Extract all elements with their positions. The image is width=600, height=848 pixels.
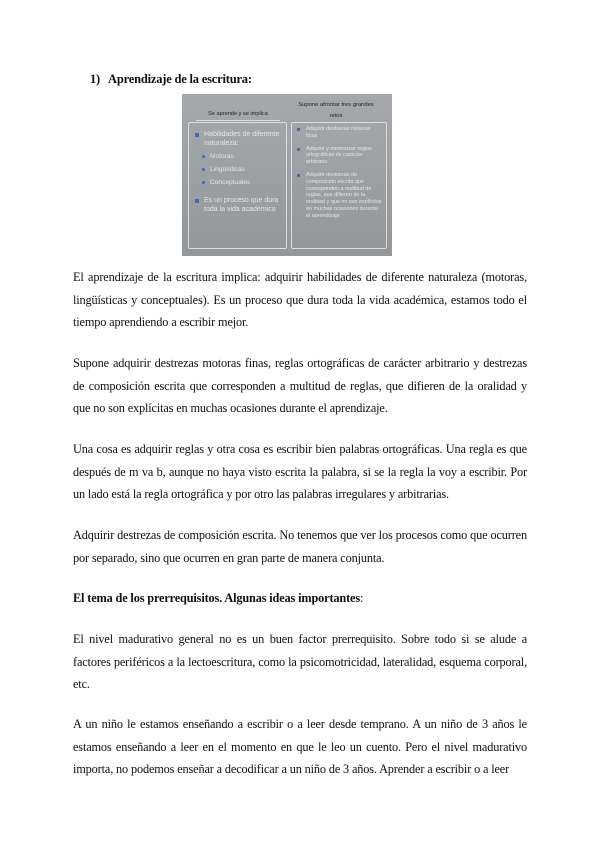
slide-left-subitem — [195, 165, 282, 174]
slide-right-header: Supone afrontar tres grandes retos — [298, 102, 374, 119]
slide-right-item — [297, 126, 383, 140]
square-bullet-icon — [195, 199, 199, 203]
dot-bullet-icon — [202, 155, 205, 158]
square-bullet-icon — [297, 148, 300, 151]
prerequisites-heading-text: El tema de los prerrequisitos. Algunas ideas importantes — [73, 591, 360, 605]
slide-right-item — [297, 146, 383, 166]
paragraph-2: Supone adquirir destrezas motoras finas, reglas ortográficas de carácter arbitrario y destrezas de composición escrita que corresponden a multitud de reglas, que difieren de la oralidad y que no son explícitas en muchas ocasiones durante el aprendizaje. — [73, 356, 527, 415]
slide-left-header: Se aprende y se implica — [194, 111, 282, 117]
slide-figure — [182, 94, 392, 256]
square-bullet-icon — [297, 174, 300, 177]
slide-left-subitem-text: Conceptuales — [210, 179, 251, 186]
slide-left-subitem-text: Motoras — [210, 153, 234, 160]
dot-bullet-icon — [202, 181, 205, 184]
slide-left-item — [195, 196, 282, 214]
dot-bullet-icon — [202, 168, 205, 171]
section-heading — [90, 72, 252, 87]
slide-right-box — [291, 122, 387, 249]
paragraph-5: El nivel madurativo general no es un buen factor prerrequisito. Sobre todo si se alude a factores periféricos a la lectoescritura, como la psicomotricidad, lateralidad, esquema corporal, etc. — [73, 632, 527, 691]
square-bullet-icon — [297, 128, 300, 131]
section-number: 1) — [90, 72, 101, 86]
paragraph-3: Una cosa es adquirir reglas y otra cosa es escribir bien palabras ortográficas. Una regla es que después de m va b, aunque no haya visto escrita la palabra, si se la regla la voy a escribir. Por un lado está la regla ortográfica y por otro las palabras irregulares y arbitrarias. — [73, 442, 527, 501]
slide-right-item-text: Adquirir destrezas de composición escrita que corresponden a multitud de reglas, que difieren de la oralidad y que no son explícitas en muchas ocasiones durante el aprendizaje — [306, 171, 382, 219]
slide-left-box — [188, 122, 287, 249]
square-bullet-icon — [195, 133, 199, 137]
section-title: Aprendizaje de la escritura: — [108, 72, 252, 86]
prerequisites-heading — [73, 587, 527, 610]
paragraph-4: Adquirir destrezas de composición escrita. No tenemos que ver los procesos como que ocurren por separado, sino que ocurren en gran parte de manera conjunta. — [73, 528, 527, 565]
slide-left-subitem — [195, 178, 282, 187]
paragraph-6: A un niño le estamos enseñando a escribir o a leer desde temprano. A un niño de 3 años le estamos enseñando a leer en el momento en que le leo un cuento. Pero el nivel madurativo importa, no podemos enseñar a decodificar a un niño de 3 años. Aprender a escribir o a leer — [73, 717, 527, 776]
slide-left-subitem — [195, 152, 282, 161]
prerequisites-heading-colon: : — [359, 591, 364, 605]
slide-left-subitem-text: Lingüísticas — [210, 166, 245, 173]
slide-right-item-text: Adquirir y memorizar reglas ortográficas de carácter arbitrario — [306, 145, 372, 166]
slide-right-item-text: Adquirir destrezas motoras finas — [306, 126, 371, 139]
slide-left-item-text: Es un proceso que dura toda la vida académica — [204, 197, 279, 213]
slide-left-item — [195, 130, 282, 148]
slide-left-item-text: Habilidades de diferente naturaleza: — [204, 131, 280, 147]
paragraph-1: El aprendizaje de la escritura implica: adquirir habilidades de diferente naturaleza (motoras, lingüísticas y conceptuales). Es un proceso que dura toda la vida académica, estamos todo el tiempo aprendiendo a escribir mejor. — [73, 270, 527, 329]
slide-right-item — [297, 172, 383, 220]
